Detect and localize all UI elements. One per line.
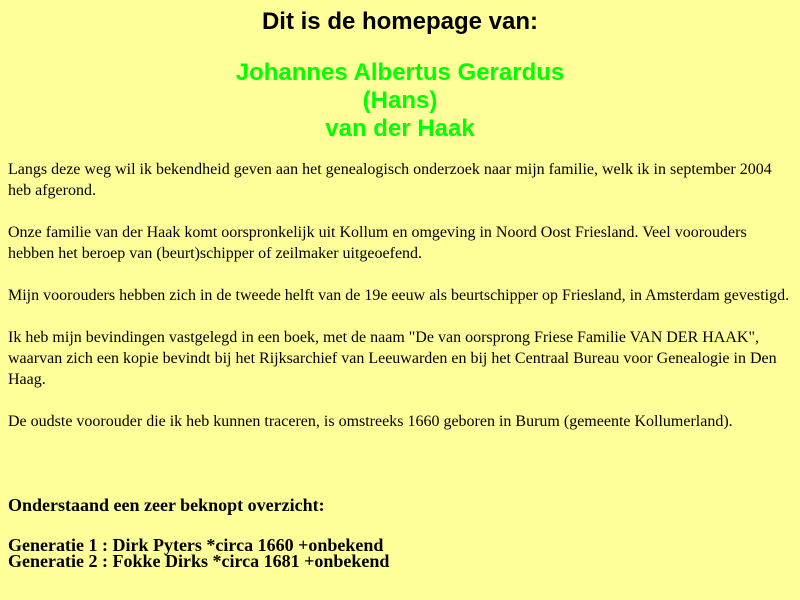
owner-name-line-3: van der Haak	[325, 115, 475, 142]
generation-item: Generatie 2 : Fokke Dirks *circa 1681 +onbekend	[8, 551, 390, 571]
paragraph-amsterdam: Mijn voorouders hebben zich in de tweede helft van de 19e eeuw als beurtschipper op Friesland, in Amsterdam gevestigd.	[8, 287, 790, 304]
intro-heading: Dit is de homepage van:	[261, 8, 539, 35]
paragraph-oldest-ancestor: De oudste voorouder die ik heb kunnen traceren, is omstreeks 1660 geboren in Burum (gemeente Kollumerland).	[8, 413, 733, 430]
generation-list	[8, 537, 792, 569]
owner-name-heading	[8, 59, 792, 143]
paragraph-origin: Onze familie van der Haak komt oorspronkelijk uit Kollum en omgeving in Noord Oost Friesland. Veel voorouders hebben het beroep van (beurt)schipper of zeilmaker uitgeoefend.	[8, 224, 747, 262]
paragraph-book: Ik heb mijn bevindingen vastgelegd in een boek, met de naam "De van oorsprong Friese Familie VAN DER HAAK", waarvan zich een kopie bevindt bij het Rijksarchief van Leeuwarden en bij het Centraal Bureau voor Genealogie in Den Haag.	[8, 329, 777, 388]
spacer	[8, 432, 792, 474]
paragraph-intro: Langs deze weg wil ik bekendheid geven aan het genealogisch onderzoek naar mijn familie, welk ik in september 2004 heb afgerond.	[8, 161, 772, 199]
overview-title: Onderstaand een zeer beknopt overzicht:	[8, 495, 325, 515]
owner-name-line-2: (Hans)	[362, 87, 438, 114]
generation-item: Generatie 1 : Dirk Pyters *circa 1660 +onbekend	[8, 535, 384, 555]
owner-name-line-1: Johannes Albertus Gerardus	[235, 59, 565, 86]
